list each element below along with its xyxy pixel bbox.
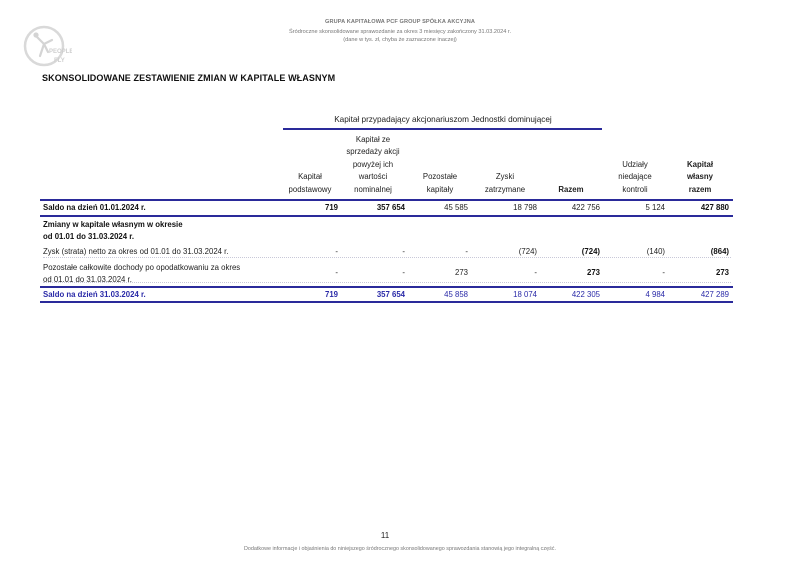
column-header-7: Kapitał xyxy=(687,159,713,169)
column-header-5: Razem xyxy=(558,184,584,194)
table-cell: 4 984 xyxy=(645,290,665,299)
column-header-6: kontroli xyxy=(622,184,648,194)
column-header-2: nominalnej xyxy=(354,184,392,194)
table-cell: 427 289 xyxy=(700,290,729,299)
units-note: (dane w tys. zł, chyba że zaznaczone inaczej) xyxy=(343,37,457,43)
opening-balance-rule xyxy=(40,215,733,217)
column-header-7: własny xyxy=(686,172,713,182)
table-cell: 273 xyxy=(715,268,729,277)
table-cell: 719 xyxy=(324,203,338,212)
column-header-3: kapitały xyxy=(426,184,454,194)
table-cell: - xyxy=(662,268,665,277)
table-cell: - xyxy=(534,268,537,277)
column-header-4: Zyski xyxy=(495,172,515,182)
company-logo xyxy=(22,22,72,72)
column-header-4: zatrzymane xyxy=(484,184,526,194)
report-title: Śródroczne skonsolidowane sprawozdanie za okres 3 miesięcy zakończony 31.03.2024 r. xyxy=(288,29,511,35)
closing-balance-top-rule xyxy=(40,286,733,288)
column-header-1: Kapitał xyxy=(298,172,322,182)
row-label: Saldo na dzień 31.03.2024 r. xyxy=(43,290,146,299)
table-cell: - xyxy=(335,247,338,256)
group-header: Kapitał przypadający akcjonariuszom Jednostki dominującej xyxy=(334,115,552,124)
closing-balance-bottom-rule xyxy=(40,301,733,303)
column-header-2: powyżej ich xyxy=(352,159,394,169)
table-cell: 422 305 xyxy=(571,290,600,299)
footer-note: Dodatkowe informacje i objaśnienia do niniejszego śródrocznego skonsolidowanego sprawozdania stanowią jego integralną część. xyxy=(244,546,556,552)
table-cell: (140) xyxy=(646,247,665,256)
table-cell: 18 074 xyxy=(513,290,537,299)
svg-text:FLY: FLY xyxy=(54,58,65,64)
column-header-2: sprzedaży akcji xyxy=(346,147,400,157)
table-cell: (864) xyxy=(710,247,729,256)
column-header-2: Kapitał ze xyxy=(355,135,391,144)
row-label: od 01.01 do 31.03.2024 r. xyxy=(43,231,135,241)
row-label: Pozostałe całkowite dochody po opodatkowaniu za okres xyxy=(43,263,241,272)
header-bottom-rule xyxy=(40,199,733,201)
table-cell: 719 xyxy=(324,290,338,299)
table-cell: 18 798 xyxy=(513,203,537,212)
column-header-2: wartości xyxy=(358,172,388,182)
column-header-3: Pozostałe xyxy=(422,172,458,182)
svg-text:PEOPLE: PEOPLE xyxy=(49,49,72,55)
table-cell: - xyxy=(465,247,468,256)
table-cell: 273 xyxy=(586,268,600,277)
page-title: SKONSOLIDOWANE ZESTAWIENIE ZMIAN W KAPITALE WŁASNYM xyxy=(42,73,336,83)
table-cell: (724) xyxy=(518,247,537,256)
table-cell: 422 756 xyxy=(571,203,600,212)
company-name: GRUPA KAPITAŁOWA PCF GROUP SPÓŁKA AKCYJNA xyxy=(325,19,475,25)
group-header-underline xyxy=(283,128,602,130)
table-cell: - xyxy=(335,268,338,277)
table-cell: - xyxy=(402,268,405,277)
table-cell: 357 654 xyxy=(376,203,405,212)
row-separator xyxy=(43,257,731,258)
row-label: od 01.01 do 31.03.2024 r. xyxy=(43,274,132,284)
column-header-6: niedające xyxy=(618,172,652,182)
table-cell: 45 858 xyxy=(444,290,468,299)
column-header-6: Udziały xyxy=(622,159,648,169)
table-cell: 273 xyxy=(454,268,468,277)
table-cell: 45 585 xyxy=(444,203,468,212)
table-cell: - xyxy=(402,247,405,256)
table-cell: (724) xyxy=(581,247,600,256)
table-cell: 5 124 xyxy=(645,203,665,212)
row-separator xyxy=(43,282,731,283)
people-can-fly-logo-icon xyxy=(22,22,72,72)
row-label: Zmiany w kapitale własnym w okresie xyxy=(43,220,183,229)
row-label: Zysk (strata) netto za okres od 01.01 do 31.03.2024 r. xyxy=(43,247,229,256)
column-header-7: razem xyxy=(688,184,712,194)
table-cell: 427 880 xyxy=(700,203,729,212)
column-header-1: podstawowy xyxy=(288,184,332,194)
row-label: Saldo na dzień 01.01.2024 r. xyxy=(43,203,146,212)
table-cell: 357 654 xyxy=(376,290,405,299)
page-number: 11 xyxy=(380,531,390,540)
